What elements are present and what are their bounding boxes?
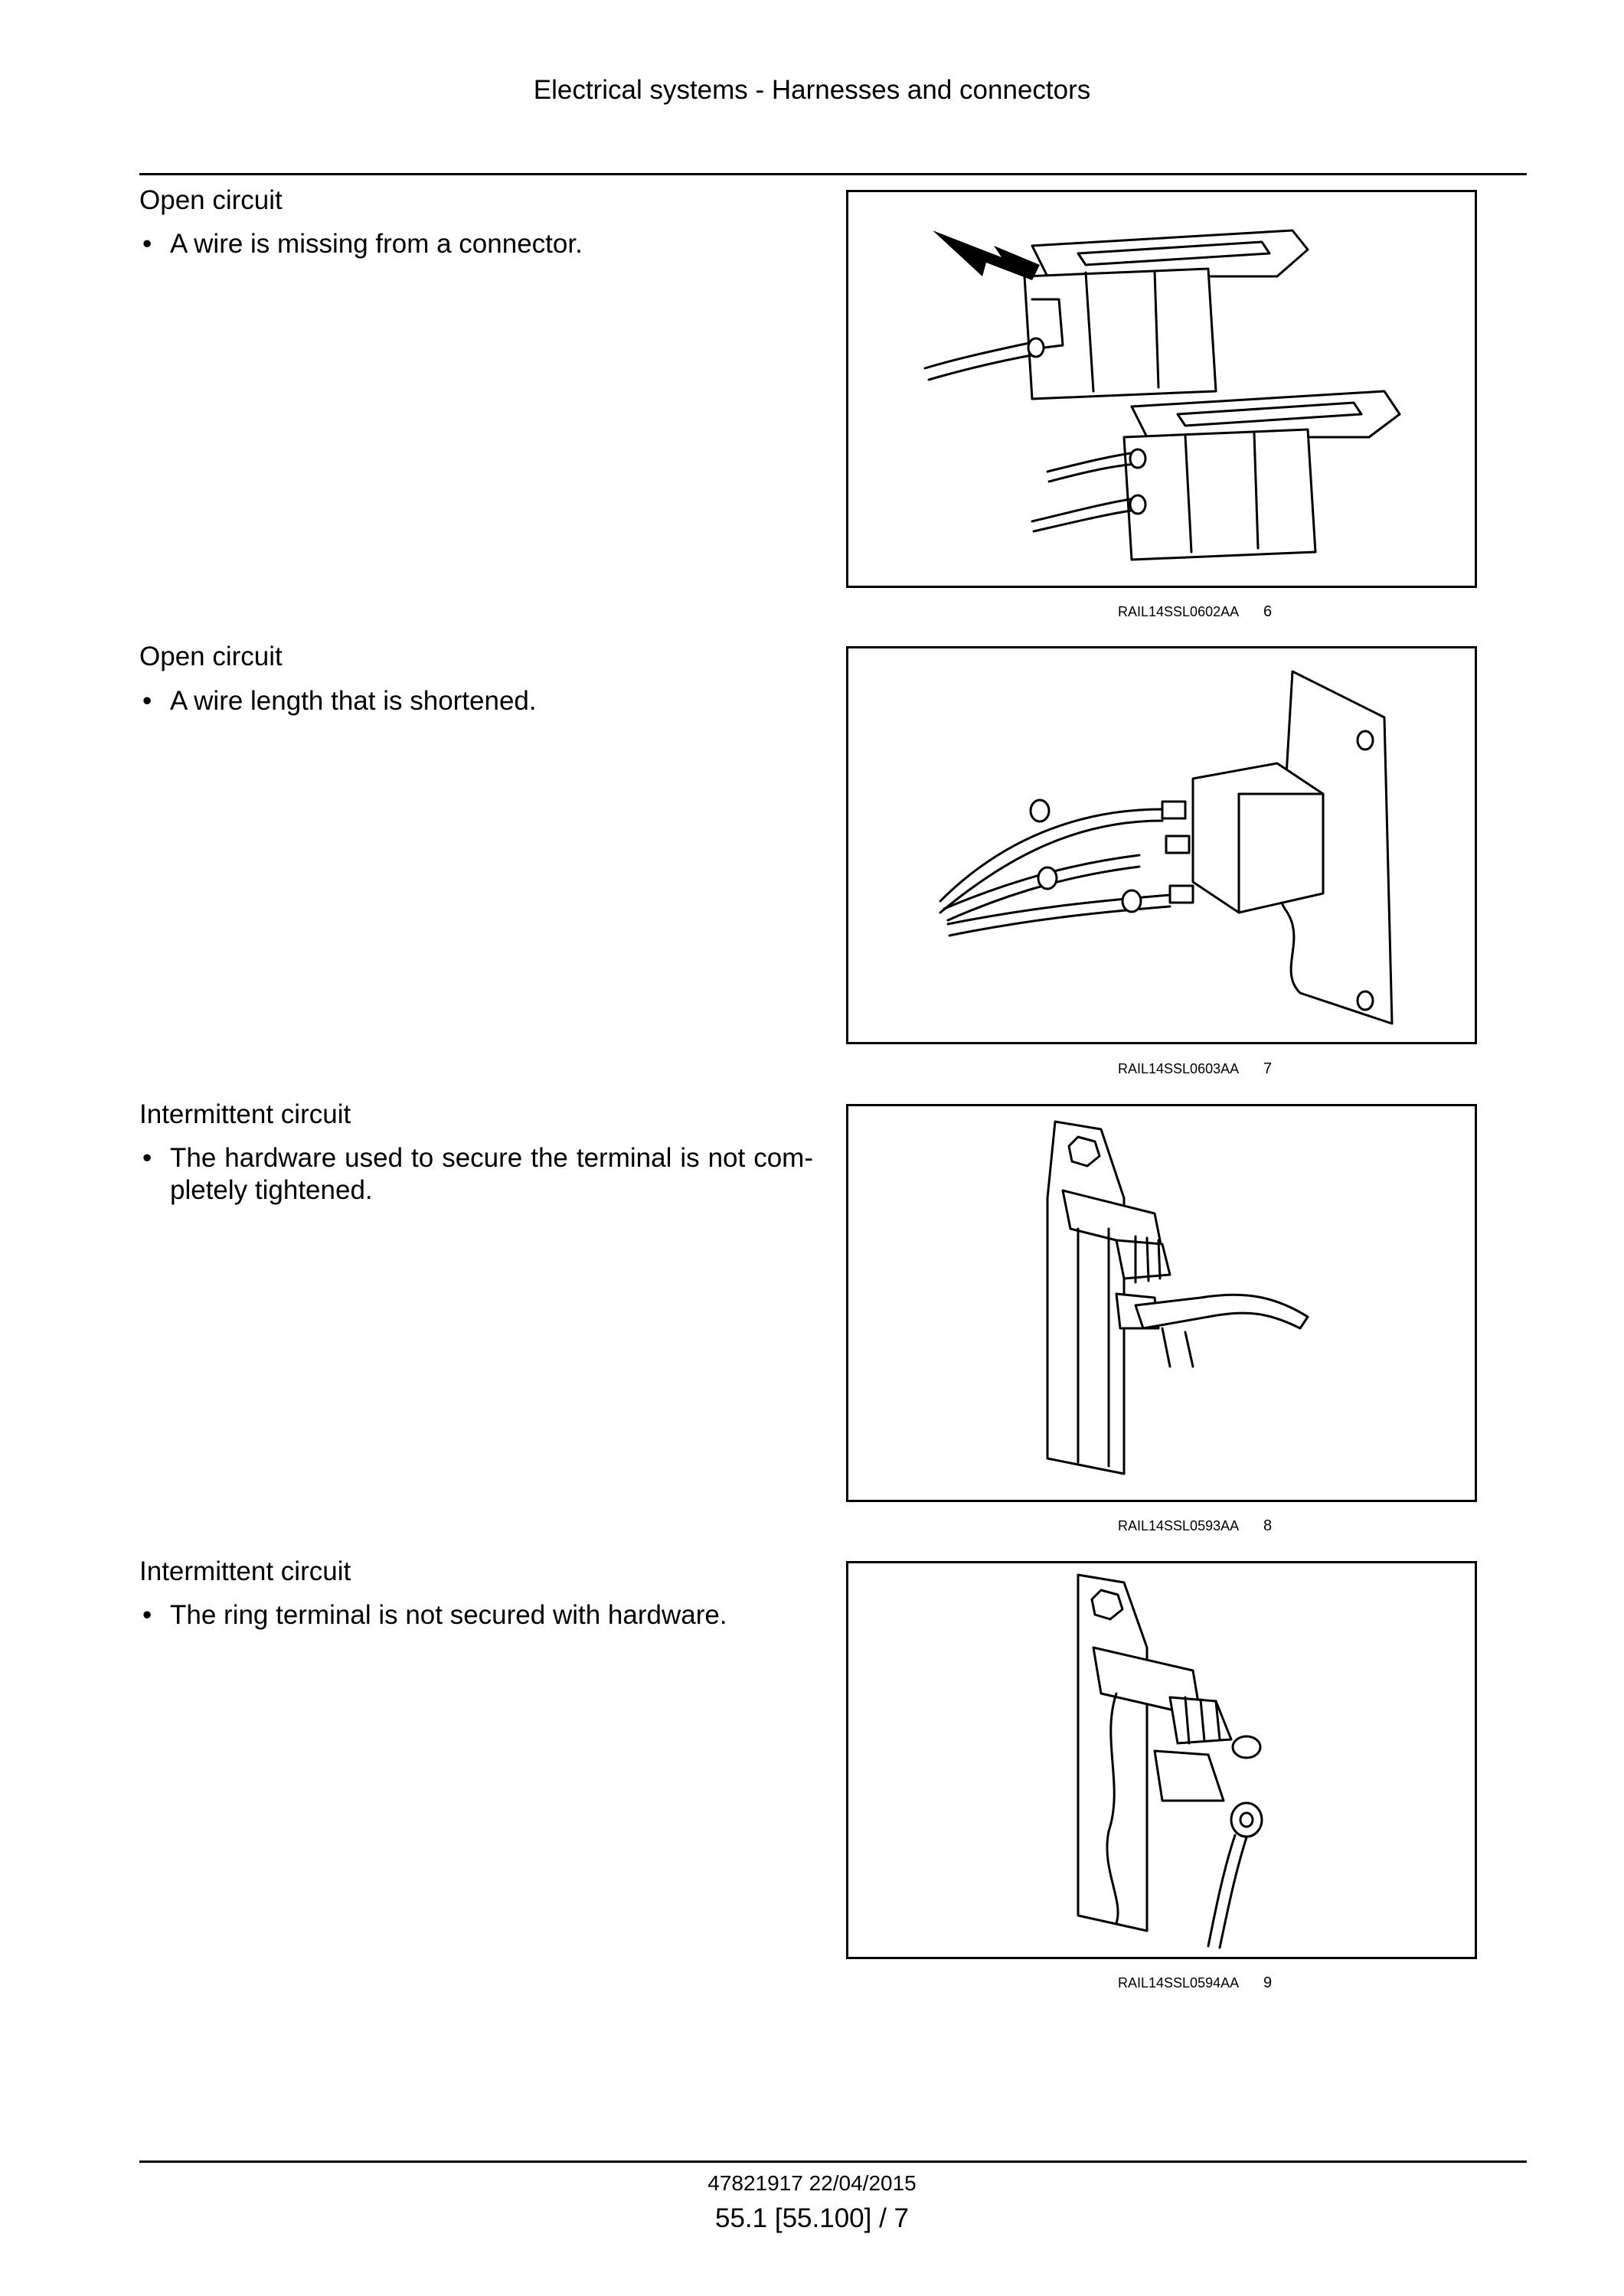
switch-illustration: [848, 648, 1475, 1042]
bullet-item: [139, 685, 813, 717]
figure-code: RAIL14SSL0594AA: [1118, 1975, 1240, 1991]
bullet-text: The ring terminal is not secured with hardware.: [170, 1600, 727, 1630]
bullet-marker: •: [142, 229, 152, 259]
footer-document-id: 47821917 22/04/2015: [707, 2171, 917, 2195]
footer-rule: [139, 2160, 1527, 2163]
figure-loose-terminal-hardware: [846, 1104, 1477, 1502]
section-heading: Open circuit: [139, 185, 283, 215]
ring-terminal-illustration: [848, 1563, 1475, 1957]
footer-page-reference: 55.1 [55.100] / 7: [715, 2203, 909, 2233]
figure-unsecured-ring-terminal: [846, 1561, 1477, 1959]
figure-connector-missing-wire: [846, 190, 1477, 588]
bullet-text: The hardware used to secure the terminal is not com-pletely tightened.: [170, 1143, 813, 1205]
figure-number: 9: [1263, 1974, 1273, 1991]
bullet-item: [139, 1599, 813, 1631]
page-header-title: Electrical systems - Harnesses and connectors: [533, 75, 1091, 105]
figure-shortened-wire: [846, 646, 1477, 1044]
header-rule: [139, 173, 1527, 175]
figure-number: 6: [1263, 603, 1273, 620]
bullet-marker: •: [142, 1600, 152, 1630]
figure-number: 8: [1263, 1517, 1273, 1534]
bullet-text: A wire is missing from a connector.: [170, 229, 583, 259]
section-heading: Intermittent circuit: [139, 1099, 351, 1129]
bullet-item: [139, 228, 813, 260]
connector-illustration: [848, 192, 1475, 586]
bullet-item: [139, 1142, 813, 1207]
figure-number: 7: [1263, 1060, 1273, 1077]
figure-code: RAIL14SSL0602AA: [1118, 604, 1240, 619]
bullet-marker: •: [142, 686, 152, 716]
terminal-stud-illustration: [848, 1106, 1475, 1500]
figure-code: RAIL14SSL0603AA: [1118, 1061, 1240, 1076]
bullet-marker: •: [142, 1143, 152, 1173]
section-heading: Intermittent circuit: [139, 1556, 351, 1586]
figure-code: RAIL14SSL0593AA: [1118, 1518, 1240, 1533]
section-heading: Open circuit: [139, 642, 283, 671]
bullet-text: A wire length that is shortened.: [170, 686, 537, 716]
